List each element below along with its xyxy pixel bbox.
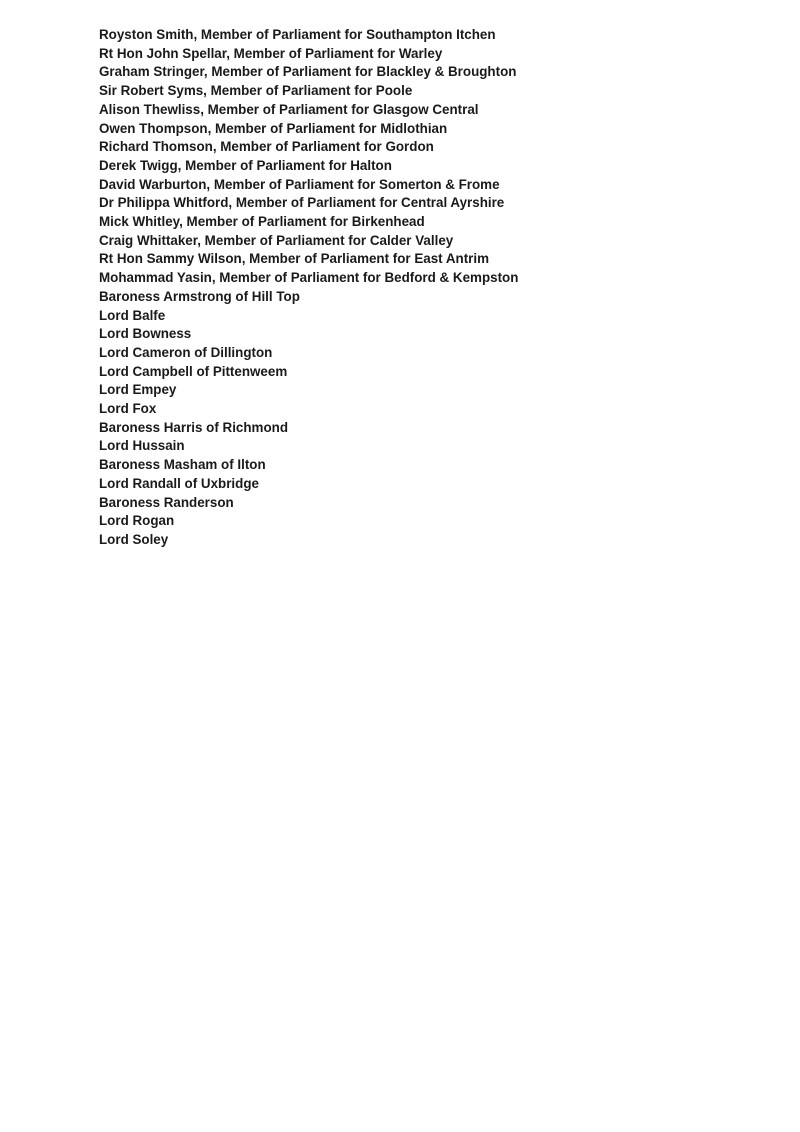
signatory-item: Lord Soley (99, 531, 169, 547)
signatory-item: Baroness Masham of Ilton (99, 457, 266, 473)
signatory-list (99, 26, 518, 550)
signatory-item: Baroness Harris of Richmond (99, 419, 288, 435)
signatory-item: Alison Thewliss, Member of Parliament for Glasgow Central (99, 101, 479, 117)
signatory-item: Rt Hon Sammy Wilson, Member of Parliament for East Antrim (99, 251, 490, 267)
signatory-item: Lord Balfe (99, 307, 166, 323)
signatory-item: Mick Whitley, Member of Parliament for Birkenhead (99, 214, 425, 230)
signatory-item: Baroness Armstrong of Hill Top (99, 288, 300, 304)
signatory-item: Graham Stringer, Member of Parliament for Blackley & Broughton (99, 64, 517, 80)
signatory-item: Lord Empey (99, 382, 177, 398)
signatory-item: Owen Thompson, Member of Parliament for Midlothian (99, 120, 448, 136)
signatory-item: Baroness Randerson (99, 494, 234, 510)
signatory-item: Lord Bowness (99, 326, 192, 342)
signatory-item: Mohammad Yasin, Member of Parliament for Bedford & Kempston (99, 270, 519, 286)
signatory-item: Dr Philippa Whitford, Member of Parliament for Central Ayrshire (99, 195, 505, 211)
signatory-item: Lord Campbell of Pittenweem (99, 363, 288, 379)
signatory-item: Lord Rogan (99, 513, 175, 529)
signatory-item: Lord Hussain (99, 438, 185, 454)
signatory-item: Sir Robert Syms, Member of Parliament for Poole (99, 83, 413, 99)
signatory-item: Lord Fox (99, 401, 157, 417)
signatory-item: David Warburton, Member of Parliament for Somerton & Frome (99, 176, 500, 192)
signatory-item: Royston Smith, Member of Parliament for Southampton Itchen (99, 27, 496, 42)
signatory-item: Lord Cameron of Dillington (99, 344, 273, 360)
signatory-item: Rt Hon John Spellar, Member of Parliament for Warley (99, 45, 443, 61)
signatory-item: Richard Thomson, Member of Parliament for Gordon (99, 139, 434, 155)
signatory-item: Lord Randall of Uxbridge (99, 475, 259, 491)
signatory-item: Craig Whittaker, Member of Parliament for Calder Valley (99, 232, 454, 248)
signatory-item: Derek Twigg, Member of Parliament for Halton (99, 157, 392, 173)
